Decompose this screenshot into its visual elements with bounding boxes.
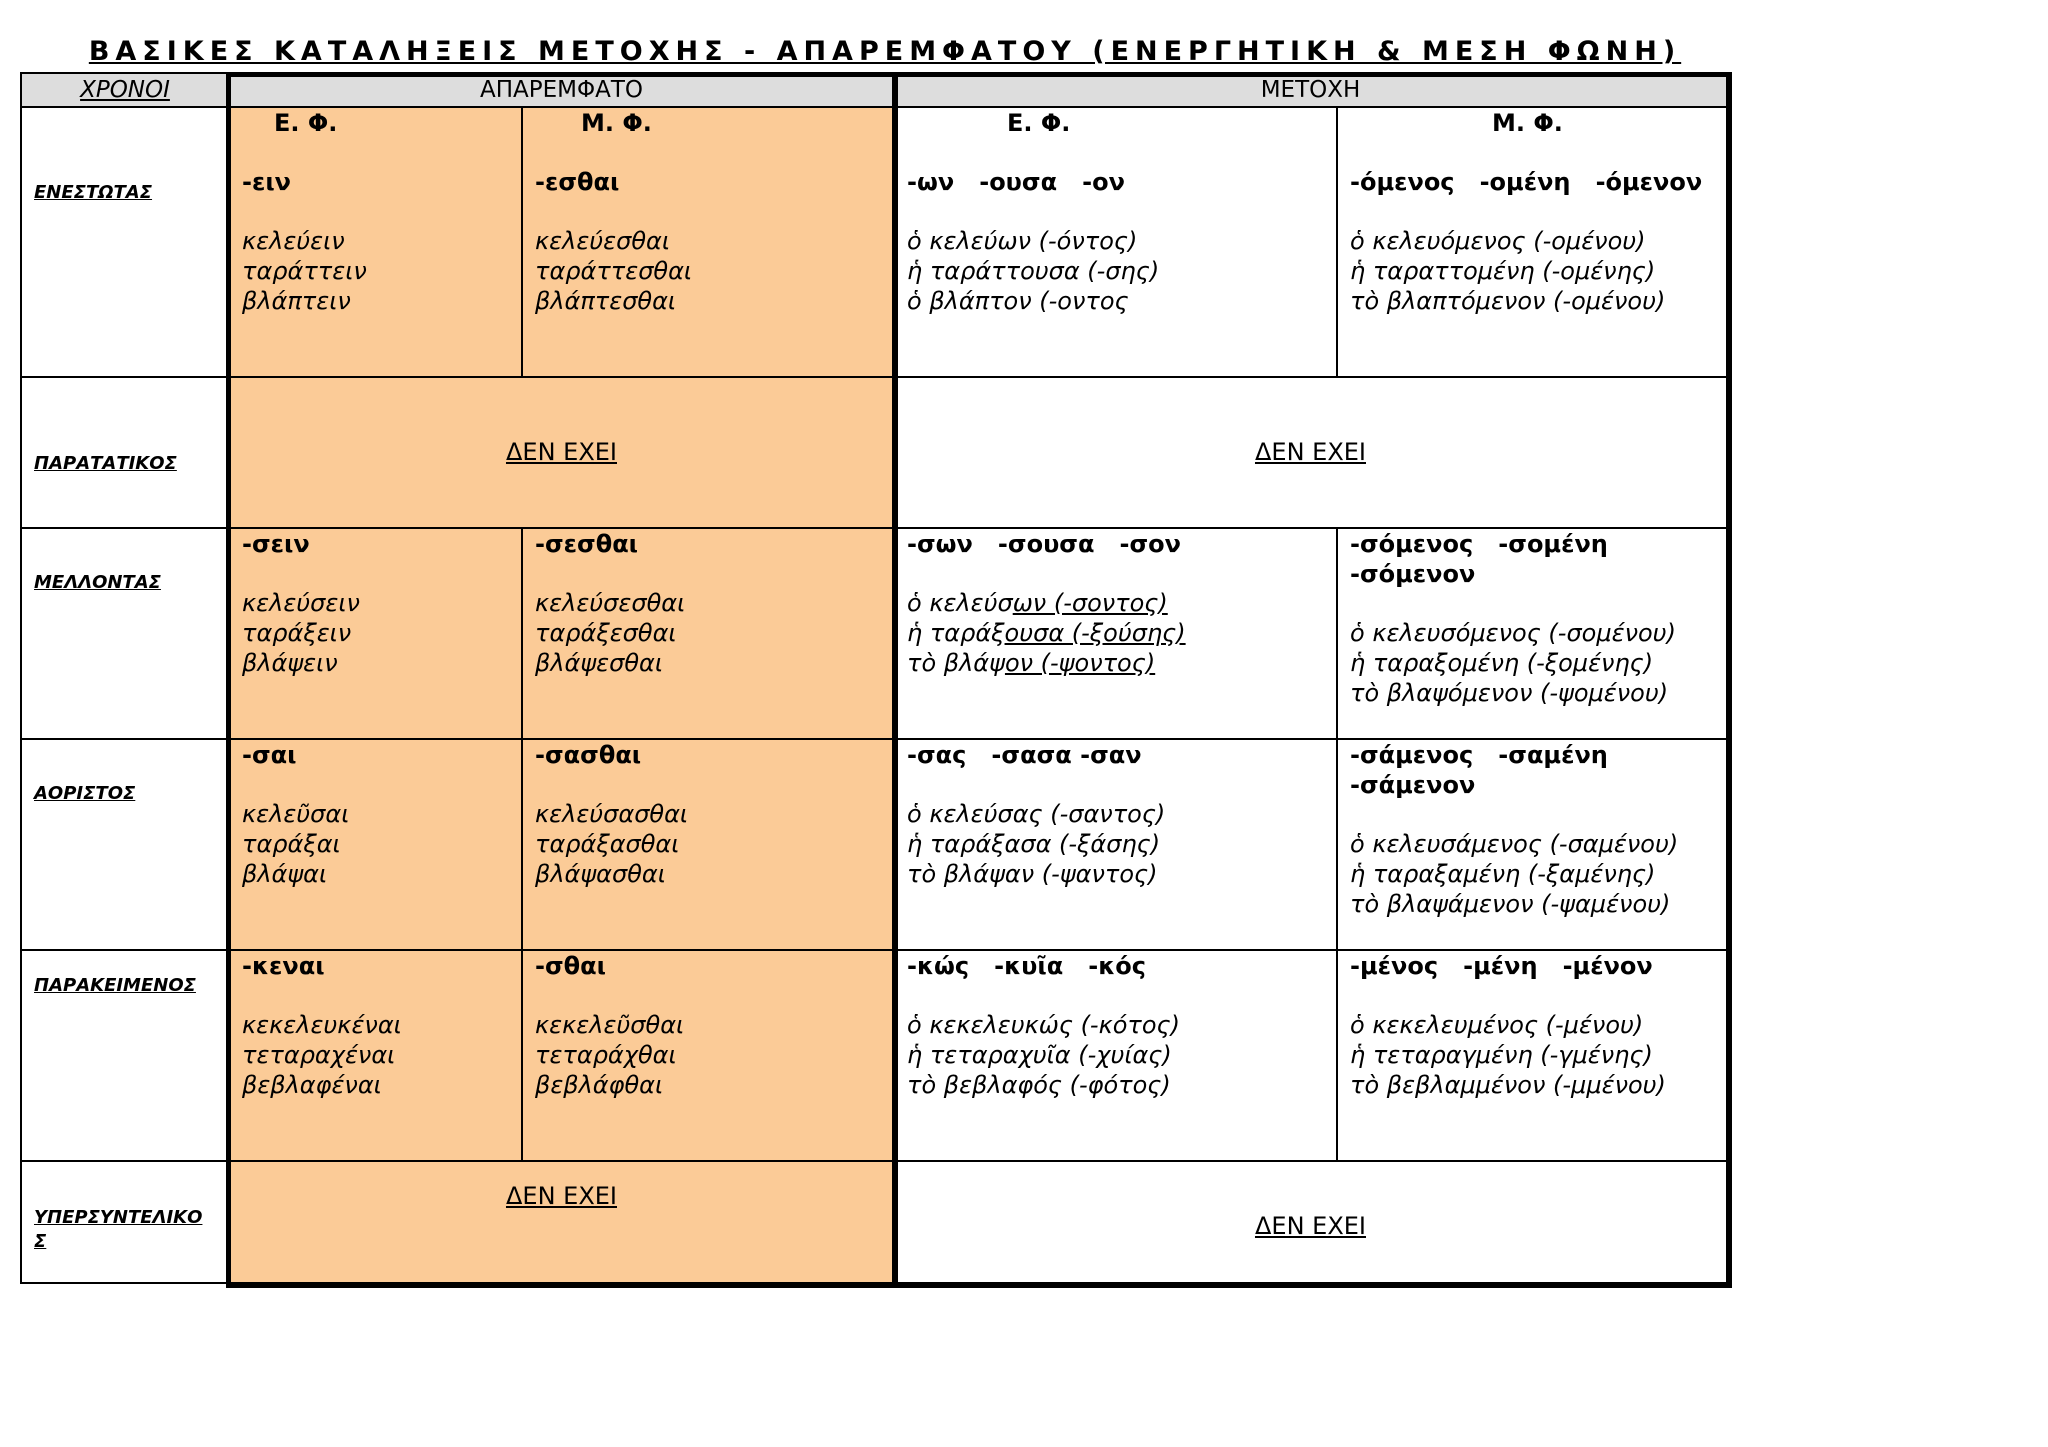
present-part-active <box>893 106 1338 378</box>
example-stem: ὁ κελεύσ <box>907 589 1013 617</box>
example: ἡ ταράττουσα (-σης) <box>907 257 1160 285</box>
example: βλάπτειν <box>242 287 351 315</box>
tense-aorist-label: ΑΟΡΙΣΤΟΣ <box>34 783 136 804</box>
example: ταράξασθαι <box>535 830 680 858</box>
example: κελεύεσθαι <box>535 227 670 255</box>
example: ταράττεσθαι <box>535 257 693 285</box>
header-tenses <box>20 72 230 108</box>
example: ἡ τεταραγμένη (-γμένης) <box>1350 1041 1653 1069</box>
example: τὸ βεβλαμμένον (-μμένου) <box>1350 1071 1666 1099</box>
example: βλάψειν <box>242 649 338 677</box>
example: κελεύσειν <box>242 589 360 617</box>
example: τεταραχέναι <box>242 1041 396 1069</box>
ending-line2: -σάμενον <box>1350 771 1476 799</box>
ending: -σειν <box>242 530 310 558</box>
example: βλάψασθαι <box>535 860 666 888</box>
ending: -σασθαι <box>535 741 642 769</box>
tense-future-label: ΜΕΛΛΟΝΤΑΣ <box>34 572 161 593</box>
aorist-part-middle <box>1336 738 1728 951</box>
ending: -σαι <box>242 741 297 769</box>
example: τὸ βλαπτόμενον (-ομένου) <box>1350 287 1666 315</box>
future-inf-active <box>228 527 523 740</box>
voice-middle-label: Μ. Φ. <box>581 109 652 137</box>
perfect-inf-active <box>228 949 523 1162</box>
example: βεβλάφθαι <box>535 1071 664 1099</box>
ending: -σων -σουσα -σον <box>907 530 1182 558</box>
tense-present <box>20 106 230 378</box>
imperfect-infinitive <box>228 376 895 529</box>
example: τὸ βεβλαφός (-φότος) <box>907 1071 1171 1099</box>
aorist-part-active <box>893 738 1338 951</box>
example: ταράξεσθαι <box>535 619 677 647</box>
ending: -κεναι <box>242 952 325 980</box>
tense-perfect-label: ΠΑΡΑΚΕΙΜΕΝΟΣ <box>34 975 196 996</box>
example: βλάψαι <box>242 860 328 888</box>
tense-imperfect <box>20 376 230 529</box>
present-inf-middle <box>521 106 895 378</box>
none-text: ΔΕΝ ΕΧΕΙ <box>505 438 617 466</box>
future-part-active <box>893 527 1338 740</box>
perfect-part-active <box>893 949 1338 1162</box>
ending: -σόμενος -σομένη <box>1350 530 1608 558</box>
example-ending: ουσα (-ξούσης) <box>1004 619 1186 647</box>
none-text: ΔΕΝ ΕΧΕΙ <box>1254 1212 1366 1240</box>
future-part-middle <box>1336 527 1728 740</box>
example: κελεύειν <box>242 227 345 255</box>
example-ending: ον (-ψοντος) <box>1004 649 1156 677</box>
example: κελεύσασθαι <box>535 800 689 828</box>
example: ὁ κελεύσας (-σαντος) <box>907 800 1166 828</box>
tense-pluperfect-line1: ΥΠΕΡΣΥΝΤΕΛΙΚΟ <box>34 1207 203 1228</box>
header-participle: ΜΕΤΟΧΗ <box>893 72 1728 108</box>
voice-active-label: Ε. Φ. <box>274 109 338 137</box>
example: τὸ βλαψόμενον (-ψομένου) <box>1350 679 1669 707</box>
voice-middle-label: Μ. Φ. <box>1492 109 1563 137</box>
tense-pluperfect-label <box>34 1206 202 1254</box>
example: κεκελευκέναι <box>242 1011 402 1039</box>
example: ταράξαι <box>242 830 341 858</box>
example: κεκελεῦσθαι <box>535 1011 685 1039</box>
tense-pluperfect <box>20 1160 230 1284</box>
example: τεταράχθαι <box>535 1041 677 1069</box>
example-stem: τὸ βλάψ <box>907 649 1005 677</box>
example: ταράξειν <box>242 619 352 647</box>
example: ὁ κεκελευμένος (-μένου) <box>1350 1011 1644 1039</box>
example: βλάψεσθαι <box>535 649 663 677</box>
ending: -εσθαι <box>535 168 620 196</box>
example: τὸ βλαψάμενον (-ψαμένου) <box>1350 890 1671 918</box>
tense-perfect <box>20 949 230 1162</box>
example: βλάπτεσθαι <box>535 287 677 315</box>
tense-imperfect-label: ΠΑΡΑΤΑΤΙΚΟΣ <box>34 453 177 474</box>
voice-active-label: Ε. Φ. <box>1007 109 1071 137</box>
perfect-part-middle <box>1336 949 1728 1162</box>
example: κελεῦσαι <box>242 800 350 828</box>
none-text: ΔΕΝ ΕΧΕΙ <box>1254 438 1366 466</box>
example: ἡ ταραττομένη (-ομένης) <box>1350 257 1656 285</box>
present-inf-active <box>228 106 523 378</box>
example: ἡ ταράξασα (-ξάσης) <box>907 830 1161 858</box>
example: ὁ κελεύων (-όντος) <box>907 227 1138 255</box>
example-ending: ων (-σοντος) <box>1012 589 1168 617</box>
tense-pluperfect-line2: Σ <box>34 1231 47 1252</box>
tense-present-label: ΕΝΕΣΤΩΤΑΣ <box>34 182 153 203</box>
example: ὁ κελευόμενος (-ομένου) <box>1350 227 1646 255</box>
present-part-middle <box>1336 106 1728 378</box>
ending: -σας -σασα -σαν <box>907 741 1142 769</box>
example <box>907 618 1328 648</box>
aorist-inf-middle <box>521 738 895 951</box>
tense-future <box>20 527 230 740</box>
example-stem: ἡ ταράξ <box>907 619 1005 647</box>
example: ἡ ταραξαμένη (-ξαμένης) <box>1350 860 1656 888</box>
example: βεβλαφέναι <box>242 1071 382 1099</box>
example <box>907 648 1328 678</box>
ending-line2: -σόμενον <box>1350 560 1476 588</box>
ending: -όμενος -ομένη -όμενον <box>1350 168 1703 196</box>
none-text: ΔΕΝ ΕΧΕΙ <box>505 1182 617 1210</box>
example: ἡ τεταραχυῖα (-χυίας) <box>907 1041 1172 1069</box>
ending: -ων -ουσα -ον <box>907 168 1125 196</box>
ending: -ειν <box>242 168 292 196</box>
ending: -μένος -μένη -μένον <box>1350 952 1653 980</box>
example: ἡ ταραξομένη (-ξομένης) <box>1350 649 1654 677</box>
example: ὁ κελευσάμενος (-σαμένου) <box>1350 830 1679 858</box>
example <box>907 588 1328 618</box>
example: ὁ βλάπτον (-οντος <box>907 287 1129 315</box>
header-tenses-label: ΧΡΟΝΟΙ <box>80 77 170 103</box>
example: τὸ βλάψαν (-ψαντος) <box>907 860 1158 888</box>
pluperfect-infinitive <box>228 1160 895 1284</box>
header-infinitive: ΑΠΑΡΕΜΦΑΤΟ <box>228 72 895 108</box>
example: κελεύσεσθαι <box>535 589 686 617</box>
future-inf-middle <box>521 527 895 740</box>
ending: -σθαι <box>535 952 606 980</box>
example: ὁ κελευσόμενος (-σομένου) <box>1350 619 1676 647</box>
imperfect-participle <box>893 376 1728 529</box>
ending: -σάμενος -σαμένη <box>1350 741 1608 769</box>
ending: -κώς -κυῖα -κός <box>907 952 1147 980</box>
example: ὁ κεκελευκώς (-κότος) <box>907 1011 1180 1039</box>
ending: -σεσθαι <box>535 530 639 558</box>
pluperfect-participle <box>893 1160 1728 1284</box>
page-title: ΒΑΣΙΚΕΣ ΚΑΤΑΛΗΞΕΙΣ ΜΕΤΟΧΗΣ - ΑΠΑΡΕΜΦΑΤΟΥ (ΕΝΕΡΓΗΤΙΚΗ & ΜΕΣΗ ΦΩΝΗ) <box>88 36 1682 67</box>
perfect-inf-middle <box>521 949 895 1162</box>
example: ταράττειν <box>242 257 367 285</box>
endings-table <box>20 72 1728 1284</box>
tense-aorist <box>20 738 230 951</box>
aorist-inf-active <box>228 738 523 951</box>
